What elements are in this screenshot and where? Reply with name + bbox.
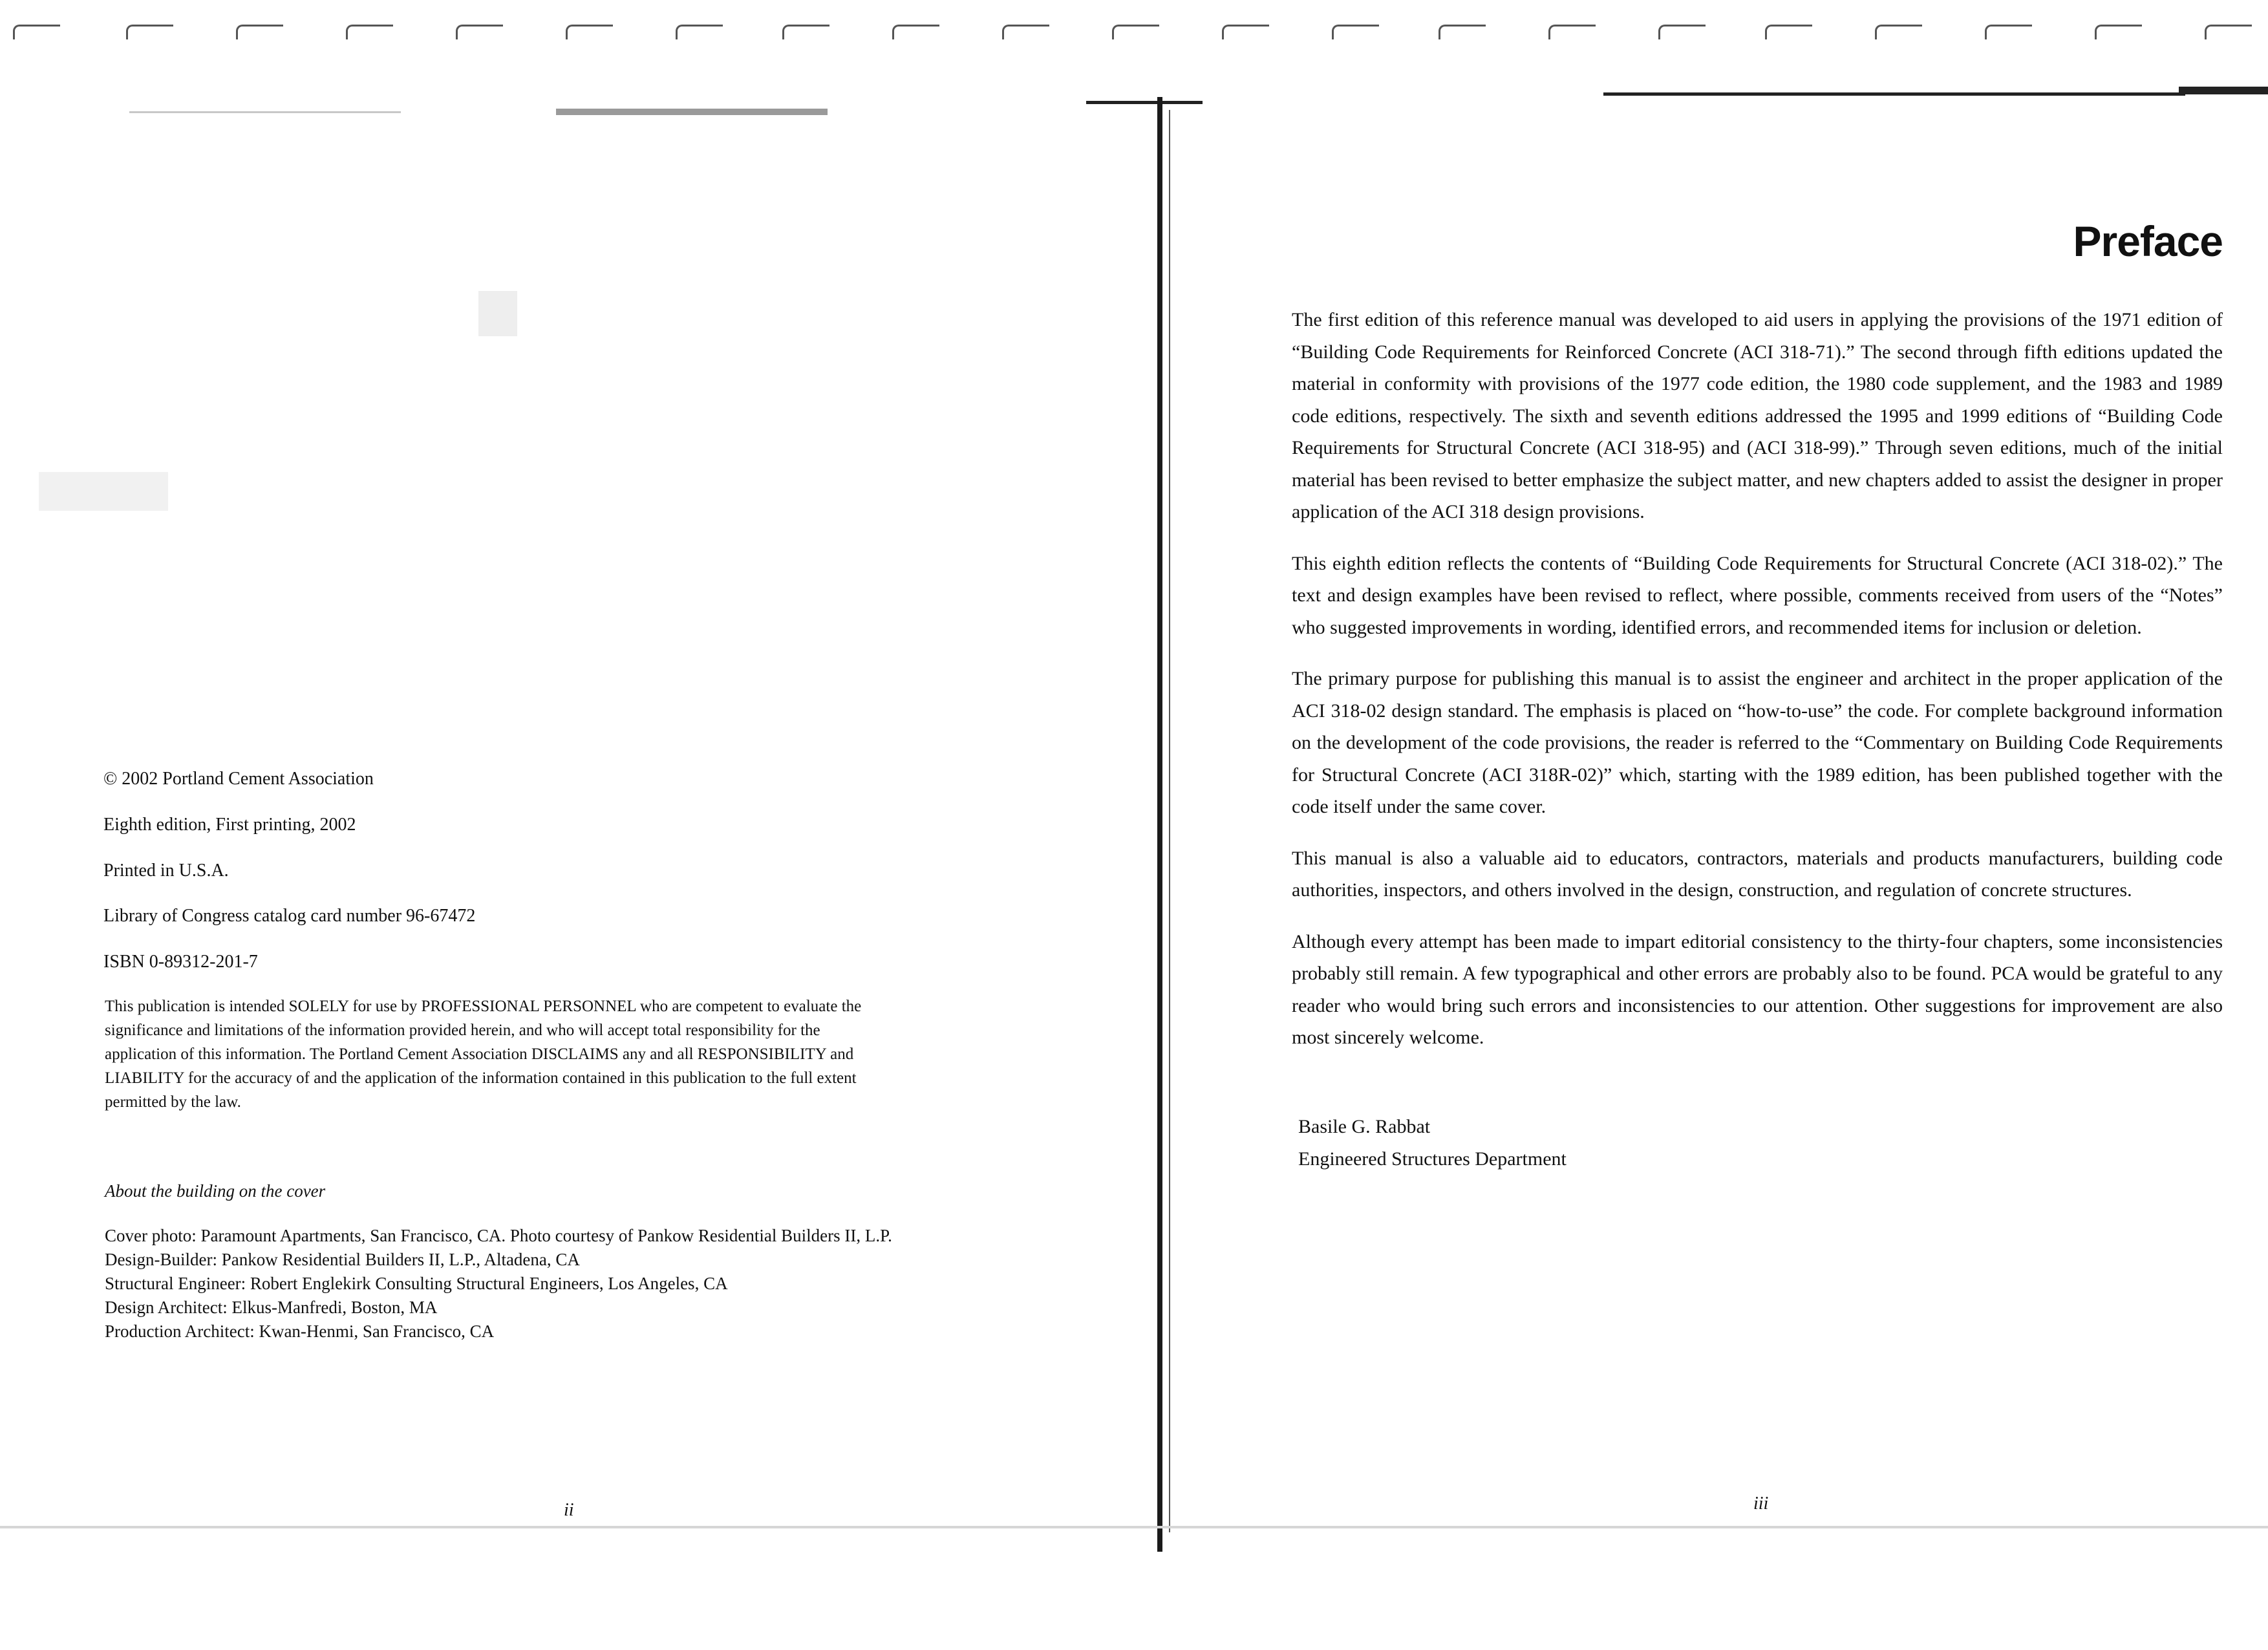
credit-production-architect: Production Architect: Kwan-Henmi, San Francisco, CA xyxy=(105,1322,495,1341)
ring-tick xyxy=(1658,25,1706,39)
preface-paragraph-1: The first edition of this reference manual was developed to aid users in applying the provisions of the 1971 edition of “Building Code Requirements for Reinforced Concrete (ACI 318-71).” The second through fifth editions updated the material in conformity with provisions of the 1977 code edition, the 1980 code supplement, and the 1983 and 1989 code editions, respectively. The sixth and seventh editions addressed the 1995 and 1999 editions of “Building Code Requirements for Structural Concrete (ACI 318-95) and (ACI 318-99).” Through seven editions, much of the initial material has been revised to better emphasize the subject matter, and new chapters added to assist the designer in proper application of the ACI 318 design provisions. xyxy=(1292,309,2223,522)
book-spine-shadow xyxy=(1169,110,1170,1532)
ring-tick xyxy=(1332,25,1379,39)
page-title: Preface xyxy=(2073,217,2223,265)
ring-tick xyxy=(676,25,723,39)
about-cover-heading: About the building on the cover xyxy=(105,1181,326,1201)
preface-paragraph-3: The primary purpose for publishing this manual is to assist the engineer and architect in the proper application of the ACI 318-02 design standard. The emphasis is placed on “how-to-use” the code. For complete background information on the development of the code provisions, the reader is referred to the “Commentary on Building Code Requirements for Structural Concrete (ACI 318R-02)” which, starting with the 1989 edition, has been published together with the code itself under the same cover. xyxy=(1292,668,2223,817)
scan-smudge xyxy=(129,111,401,113)
isbn-line: ISBN 0-89312-201-7 xyxy=(103,952,258,972)
header-rule xyxy=(2179,87,2268,94)
ring-tick xyxy=(1439,25,1486,39)
cover-credits xyxy=(105,1224,892,1344)
credit-design-architect: Design Architect: Elkus-Manfredi, Boston, MA xyxy=(105,1298,438,1317)
header-rule xyxy=(1086,101,1203,104)
ring-tick xyxy=(782,25,829,39)
catalog-line: Library of Congress catalog card number 96-67472 xyxy=(103,906,476,926)
ring-tick xyxy=(2095,25,2142,39)
ring-tick xyxy=(456,25,503,39)
ring-tick xyxy=(1222,25,1269,39)
ring-tick xyxy=(566,25,613,39)
binder-ring-edge xyxy=(0,0,2268,58)
ring-tick xyxy=(13,25,60,39)
preface-paragraph-4: This manual is also a valuable aid to educators, contractors, materials and products manufacturers, building code authorities, inspectors, and others involved in the design, construction, and regulation of concrete structures. xyxy=(1292,847,2223,901)
ring-tick xyxy=(892,25,939,39)
ring-tick xyxy=(236,25,283,39)
book-spine xyxy=(1157,97,1162,1552)
scan-smudge xyxy=(556,109,828,115)
credit-cover-photo: Cover photo: Paramount Apartments, San Francisco, CA. Photo courtesy of Pankow Residential Builders II, L.P. xyxy=(105,1226,892,1245)
ring-tick xyxy=(126,25,173,39)
copyright-line: © 2002 Portland Cement Association xyxy=(103,769,374,789)
page-number-right: iii xyxy=(1753,1494,1769,1514)
credit-structural-engineer: Structural Engineer: Robert Englekirk Consulting Structural Engineers, Los Angeles, CA xyxy=(105,1274,728,1293)
header-rule xyxy=(1603,92,2185,96)
ring-tick xyxy=(346,25,393,39)
credit-design-builder: Design-Builder: Pankow Residential Builders II, L.P., Altadena, CA xyxy=(105,1250,580,1269)
page-number-left: ii xyxy=(564,1500,574,1520)
ring-tick xyxy=(2205,25,2252,39)
ring-tick xyxy=(1765,25,1812,39)
ring-tick xyxy=(1985,25,2032,39)
ring-tick xyxy=(1875,25,1922,39)
scan-smudge xyxy=(39,472,168,511)
preface-body xyxy=(1292,304,2223,1073)
ring-tick xyxy=(1002,25,1049,39)
edition-line: Eighth edition, First printing, 2002 xyxy=(103,815,356,835)
preface-paragraph-2: This eighth edition reflects the contents of “Building Code Requirements for Structural Concrete (ACI 318-02).” The text and design examples have been revised to reflect, where possible, comments received from users of the “Notes” who suggested improvements in wording, identified errors, and recommended items for inclusion or deletion. xyxy=(1292,552,2223,638)
ring-tick xyxy=(1112,25,1159,39)
signature-block xyxy=(1298,1111,1567,1175)
signature-name: Basile G. Rabbat xyxy=(1298,1116,1431,1137)
preface-paragraph-5: Although every attempt has been made to impart editorial consistency to the thirty-four chapters, some inconsistencies probably still remain. A few typographical and other errors are probably also to be found. PCA would be grateful to any reader who would bring such errors and inconsistencies to our attention. Other suggestions for improvement are also most sincerely welcome. xyxy=(1292,930,2223,1048)
disclaimer-paragraph: This publication is intended SOLELY for use by PROFESSIONAL PERSONNEL who are competent to evaluate the significance and limitations of the information provided herein, and who will accept total responsibility for the application of this information. The Portland Cement Association DISCLAIMS any and all RESPONSIBILITY and LIABILITY for the accuracy of and the application of the information contained in this publication to the full extent permitted by the law. xyxy=(105,998,862,1111)
signature-department: Engineered Structures Department xyxy=(1298,1148,1567,1170)
printed-line: Printed in U.S.A. xyxy=(103,861,229,881)
scan-smudge xyxy=(478,291,517,336)
scan-bottom-edge xyxy=(0,1526,2268,1528)
ring-tick xyxy=(1548,25,1596,39)
